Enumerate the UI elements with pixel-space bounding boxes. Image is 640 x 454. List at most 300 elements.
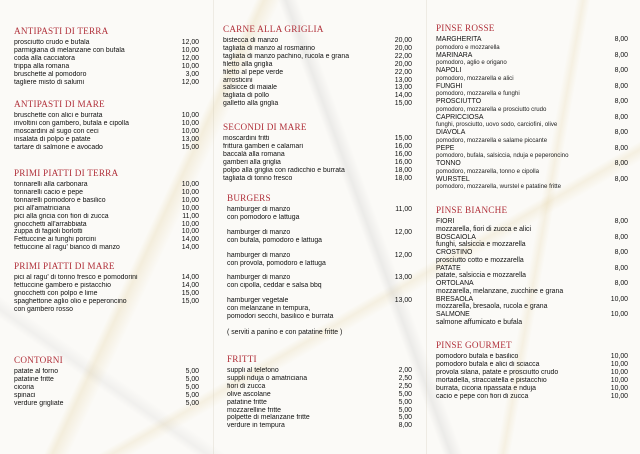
item-name: zuppa di fagioli borlotti (14, 228, 83, 236)
section-title: SECONDI DI MARE (223, 122, 307, 132)
item-price: 10,00 (610, 376, 628, 384)
item-price: 13,00 (394, 297, 412, 305)
item-name: frittura gamberi e calamari (223, 142, 304, 150)
pinsa-name: DIAVOLA (436, 129, 466, 136)
column-left (0, 0, 213, 454)
pinsa-name: CAPRICCIOSA (436, 113, 484, 121)
item-price: 16,00 (394, 142, 412, 150)
item-name: fettuccine gambero e pistacchio (14, 281, 111, 289)
section-secondi-mare (223, 122, 412, 182)
menu-item (14, 384, 199, 392)
pinsa-description: pomodoro e mozzarella (436, 43, 500, 51)
burgers-note: ( serviti a panino e con patatine fritte ) (227, 328, 343, 336)
item-price: 10,00 (181, 112, 199, 119)
item-name: bistecca di manzo (223, 37, 279, 44)
menu-item (436, 393, 628, 401)
section-primi-terra (14, 168, 199, 252)
menu-list (14, 368, 199, 408)
item-name: baccalà alla romana (223, 150, 285, 158)
column-right (426, 0, 640, 454)
menu-item (14, 47, 199, 55)
menu-item (14, 71, 199, 79)
menu-item (227, 407, 412, 415)
item-price: 8,00 (614, 249, 628, 256)
item-price: 22,00 (394, 68, 412, 76)
item-name: pici all'amatriciana (14, 204, 71, 212)
section-title: PINSE ROSSE (436, 23, 495, 33)
item-line: hamburger di manzo (227, 274, 291, 282)
menu-item (14, 244, 199, 252)
menu-item (14, 274, 199, 282)
item-name: gnocchetti all'arrabbiata (14, 220, 87, 228)
item-name: cacio e pepe con fiori di zucca (436, 392, 529, 400)
item-price: 5,00 (185, 383, 199, 391)
menu-item (14, 306, 199, 314)
menu-item (223, 45, 412, 53)
section-antipasti-terra (14, 26, 199, 86)
item-price: 8,00 (614, 67, 628, 74)
menu-item (227, 375, 412, 383)
menu-item (227, 422, 412, 430)
item-price: 10,00 (610, 368, 628, 376)
item-price: 10,00 (181, 204, 199, 212)
item-name: tagliere misto di salumi (14, 78, 85, 86)
item-price: 5,00 (185, 375, 199, 383)
section-title: PINSE BIANCHE (436, 205, 508, 215)
item-price: 10,00 (181, 181, 199, 188)
menu-item (14, 228, 199, 236)
pinsa-description: pomodoro, bufala, salsiccia, nduja e peperoncino (436, 152, 569, 160)
menu-item (14, 197, 199, 205)
item-name: pici alla gricia con fiori di zucca (14, 212, 109, 220)
item-name: pomodoro bufala e alici di sciacca (436, 360, 540, 368)
item-line: hamburger di manzo (227, 251, 291, 259)
item-name: patatine fritte (14, 375, 54, 383)
pinsa-item (436, 36, 628, 44)
item-price: 10,00 (181, 46, 199, 54)
menu-item (14, 221, 199, 229)
menu-item (436, 377, 628, 385)
pinsa-item (436, 311, 628, 319)
menu-item (14, 213, 199, 221)
menu-item (223, 84, 412, 92)
item-name: tagliata di manzo al rosmarino (223, 44, 315, 52)
item-price: 10,00 (181, 127, 199, 135)
section-title: FRITTI (227, 354, 257, 364)
menu-item (436, 369, 628, 377)
pinsa-name: BOSCAIOLA (436, 233, 476, 241)
item-price: 8,00 (614, 264, 628, 272)
section-carne (223, 24, 412, 108)
menu-item (227, 367, 412, 375)
menu-item (436, 353, 628, 361)
item-name: tagliata di tonno fresco (223, 174, 293, 182)
pinsa-name: FIORI (436, 218, 455, 225)
menu-list (14, 274, 199, 314)
pinsa-item (436, 129, 628, 137)
pinsa-name: BRESAOLA (436, 295, 474, 303)
menu-item (14, 55, 199, 63)
menu-list (14, 181, 199, 252)
item-price: 8,00 (614, 280, 628, 287)
item-price: 8,00 (614, 233, 628, 241)
menu-list (223, 37, 412, 108)
pinsa-description: mozzarella, melanzane, zucchine e grana (436, 287, 564, 295)
item-name: mortadella, stracciatella e pistacchio (436, 376, 547, 384)
item-price: 13,00 (394, 274, 412, 282)
menu-item (223, 77, 412, 85)
item-name: coda alla cacciatora (14, 54, 75, 62)
item-price: 5,00 (185, 368, 199, 375)
item-price: 15,00 (181, 143, 199, 151)
item-name: tartare di salmone e avocado (14, 143, 103, 151)
burger-item (227, 206, 412, 222)
pinsa-name: PATATE (436, 264, 461, 272)
item-line: con cipolla, ceddar e salsa bbq (227, 282, 322, 290)
item-price: 13,00 (181, 135, 199, 143)
item-name: provola silana, patate e prosciutto crudo (436, 368, 559, 376)
item-name: verdure grigliate (14, 399, 64, 407)
item-price: 10,00 (181, 188, 199, 196)
burger-line (227, 237, 412, 245)
item-line: hamburger di manzo (227, 206, 291, 213)
item-price: 14,00 (181, 236, 199, 244)
burger-line (227, 206, 412, 214)
menu-item (223, 37, 412, 45)
item-price: 18,00 (394, 166, 412, 174)
item-price: 8,00 (614, 218, 628, 225)
item-price: 16,00 (394, 158, 412, 166)
pinsa-name: FUNGHI (436, 82, 463, 90)
pinsa-description: pomodoro, aglio e origano (436, 59, 507, 67)
menu-item (14, 400, 199, 408)
item-line: con bufala, pomodoro e lattuga (227, 236, 323, 244)
item-price: 5,00 (185, 399, 199, 407)
section-antipasti-mare (14, 99, 199, 152)
menu-item (227, 383, 412, 391)
pinsa-name: ORTOLANA (436, 280, 474, 287)
pinsa-name: MARGHERITA (436, 36, 482, 43)
burger-item (227, 252, 412, 268)
item-price: 10,00 (181, 196, 199, 204)
menu-item (14, 136, 199, 144)
item-line: hamburger di manzo (227, 228, 291, 236)
item-name: patatine fritte (227, 398, 267, 406)
item-price: 5,00 (398, 398, 412, 406)
pinsa-item (436, 98, 628, 106)
item-name: pici al ragu' di tonno fresco e pomodorini (14, 274, 138, 281)
item-name: polpo alla griglia con radicchio e burrata (223, 166, 345, 174)
pinsa-item (436, 296, 628, 304)
item-price: 10,00 (181, 119, 199, 127)
pinsa-description: pomodoro, mozzarella e funghi (436, 90, 520, 98)
section-title: PRIMI PIATTI DI TERRA (14, 168, 119, 178)
pinsa-description: pomodoro, mozzarella, wurstel e patatine fritte (436, 183, 561, 191)
pinsa-item (436, 176, 628, 184)
item-name: parmigiana di melanzane con bufala (14, 46, 125, 54)
pinsa-item (436, 234, 628, 242)
menu-item (223, 100, 412, 108)
item-price: 10,00 (610, 384, 628, 392)
pinsa-item (436, 280, 628, 288)
item-line: con melanzane in tempura, (227, 305, 311, 313)
item-name: patate al forno (14, 368, 59, 375)
item-price: 5,00 (185, 391, 199, 399)
item-price: 12,00 (394, 228, 412, 236)
burger-item (227, 229, 412, 245)
menu-item (14, 205, 199, 213)
menu-item (14, 112, 199, 120)
item-price: 8,00 (614, 82, 628, 90)
burger-line (227, 313, 412, 321)
item-price: 5,00 (398, 406, 412, 414)
item-name: gnocchetti con polpo e lime (14, 289, 98, 297)
menu-item (223, 135, 412, 143)
item-name: filetto al pepe verde (223, 68, 284, 76)
pinsa-name: CROSTINO (436, 249, 473, 256)
item-name: spinaci (14, 391, 36, 399)
item-price: 13,00 (394, 84, 412, 92)
item-price: 12,00 (181, 54, 199, 62)
item-price: 8,00 (614, 175, 628, 183)
pinsa-description: mozzarella, bresaola, rucola e grana (436, 303, 548, 311)
item-price: 8,00 (614, 129, 628, 136)
burger-line (227, 274, 412, 282)
item-price: 14,00 (181, 281, 199, 289)
menu-item (14, 376, 199, 384)
section-primi-mare (14, 261, 199, 314)
pinsa-item (436, 114, 628, 122)
pinsa-description: pomodoro, mozzarella e prosciutto crudo (436, 105, 547, 113)
pinsa-description: mozzarella, fiori di zucca e alici (436, 225, 531, 233)
menu-list (223, 135, 412, 182)
item-price: 11,00 (182, 212, 199, 220)
menu-item (14, 120, 199, 128)
menu-item (227, 414, 412, 422)
item-price: 22,00 (394, 52, 412, 60)
item-name: fiori di zucca (227, 382, 266, 390)
pinsa-name: SALMONE (436, 311, 470, 318)
burger-line (227, 214, 412, 222)
pinsa-item (436, 218, 628, 226)
item-name: involtini con gambero, bufala e cipolla (14, 119, 129, 127)
item-price: 2,50 (398, 382, 412, 390)
item-price: 16,00 (394, 150, 412, 158)
item-name: tonnarelli pomodoro e basilico (14, 196, 106, 204)
item-line: con pomodoro e lattuga (227, 213, 300, 221)
pinsa-description: funghi, salsiccia e mozzarella (436, 241, 526, 249)
menu-item (14, 236, 199, 244)
item-name: polpette di melanzane fritte (227, 414, 310, 422)
pinsa-description: patate, salsiccia e mozzarella (436, 272, 527, 280)
item-name: arrosticini (223, 76, 253, 84)
menu-item (223, 69, 412, 77)
item-name: tonnarelli cacio e pepe (14, 188, 83, 196)
menu-item (223, 61, 412, 69)
pinsa-name: PROSCIUTTO (436, 98, 482, 105)
item-price: 8,00 (614, 113, 628, 121)
pinsa-item (436, 265, 628, 273)
item-price: 15,00 (394, 100, 412, 108)
menu-item (223, 159, 412, 167)
item-price: 12,00 (181, 78, 199, 86)
item-name: bruschette al pomodoro (14, 70, 87, 78)
item-price: 8,00 (614, 98, 628, 105)
menu-item (14, 282, 199, 290)
item-price: 20,00 (394, 60, 412, 68)
column-middle (213, 0, 426, 454)
menu-item (14, 189, 199, 197)
item-price: 2,50 (398, 374, 412, 382)
menu-item (436, 385, 628, 393)
item-name: moscardini al sugo con ceci (14, 127, 99, 135)
item-name: olive ascolane (227, 390, 271, 398)
item-name: burrata, cicoria ripassata e nduja (436, 384, 536, 392)
item-name: prosciutto crudo e bufala (14, 39, 90, 46)
item-price: 20,00 (394, 44, 412, 52)
burger-item (227, 297, 412, 321)
pinsa-description: salmone affumicato e bufala (436, 318, 523, 326)
item-price: 10,00 (181, 220, 199, 228)
item-name: Fettuccine ai funghi porcini (14, 236, 96, 244)
item-name: fettuccine al ragu' bianco di manzo (14, 244, 120, 252)
item-price: 10,00 (610, 360, 628, 368)
item-name: tonnarelli alla carbonara (14, 181, 88, 188)
menu-list (436, 353, 628, 400)
item-price: 10,00 (610, 353, 628, 360)
section-title: PRIMI PIATTI DI MARE (14, 261, 115, 271)
menu-item (14, 39, 199, 47)
menu-item (227, 399, 412, 407)
item-line: pomodori secchi, basilico e burrata (227, 313, 334, 321)
section-title: BURGERS (227, 193, 271, 203)
item-name: pomodoro bufala e basilico (436, 353, 519, 360)
item-name: bruschette con alici e burrata (14, 112, 103, 119)
menu-item (14, 128, 199, 136)
item-name: moscardini fritti (223, 135, 270, 142)
item-price: 11,00 (395, 206, 412, 213)
item-price: 15,00 (181, 297, 199, 305)
item-price: 8,00 (398, 422, 412, 430)
item-line: hamburger vegetale (227, 297, 289, 305)
menu-item (223, 143, 412, 151)
section-title: CARNE ALLA GRIGLIA (223, 24, 324, 34)
item-price: 10,00 (610, 295, 628, 303)
menu-item (14, 63, 199, 71)
pinsa-name: PEPE (436, 144, 455, 152)
item-price: 12,00 (394, 251, 412, 259)
menu-item (223, 53, 412, 61)
pinsa-description: pomodoro, mozzarella, tonno e cipolla (436, 167, 539, 175)
menu-list (436, 218, 628, 327)
section-pinse-rosse (436, 23, 628, 191)
pinsa-name: NAPOLI (436, 67, 462, 74)
item-price: 13,00 (394, 76, 412, 84)
section-pinse-bianche (436, 205, 628, 327)
menu-item (223, 92, 412, 100)
pinsa-item (436, 249, 628, 257)
section-fritti (227, 354, 412, 430)
item-price: 10,00 (610, 311, 628, 318)
item-name: tagliata di manzo pachino, rucola e grana (223, 52, 350, 60)
section-burgers (227, 193, 412, 337)
menu-item (14, 298, 199, 306)
item-price: 3,00 (185, 70, 199, 78)
item-line: con provola, pomodoro e lattuga (227, 259, 326, 267)
item-price: 2,00 (398, 367, 412, 374)
pinsa-item (436, 160, 628, 168)
burger-line (227, 282, 412, 290)
pinsa-item (436, 83, 628, 91)
burger-item (227, 274, 412, 290)
item-price: 8,00 (614, 160, 628, 167)
menu-item (227, 391, 412, 399)
item-name: galletto alla griglia (223, 100, 279, 108)
item-price: 10,00 (181, 62, 199, 70)
item-name: suppli nduja o amatriciana (227, 374, 308, 382)
burger-line (227, 260, 412, 268)
item-price: 14,00 (181, 274, 199, 281)
burger-line (227, 297, 412, 305)
menu-item (14, 144, 199, 152)
section-contorni (14, 355, 199, 408)
menu-list (227, 206, 412, 321)
item-name: tagliata di pollo (223, 92, 269, 100)
item-name: cicoria (14, 383, 34, 391)
item-price: 14,00 (181, 244, 199, 252)
item-price: 8,00 (614, 36, 628, 43)
section-pinse-gourmet (436, 340, 628, 400)
pinsa-item (436, 67, 628, 75)
pinsa-name: MARINARA (436, 51, 473, 59)
menu-item (14, 79, 199, 87)
menu-item (436, 361, 628, 369)
item-price: 18,00 (394, 174, 412, 182)
item-price: 12,00 (181, 39, 199, 46)
item-name: gamberi alla griglia (223, 158, 281, 166)
section-title: ANTIPASTI DI TERRA (14, 26, 109, 36)
menu-list (14, 39, 199, 86)
menu-list (227, 367, 412, 430)
burger-line (227, 305, 412, 313)
menu-item (14, 181, 199, 189)
item-price: 8,00 (614, 144, 628, 152)
item-price: 14,00 (394, 92, 412, 100)
item-name: verdure in tempura (227, 422, 285, 430)
pinsa-item (436, 52, 628, 60)
pinsa-description: pomodoro, mozzarella e salame piccante (436, 136, 548, 144)
pinsa-description: prosciutto cotto e mozzarella (436, 256, 524, 264)
item-price: 15,00 (181, 289, 199, 297)
item-price: 8,00 (614, 51, 628, 59)
pinsa-description: funghi, prosciutto, uovo sodo, carciofini, olive (436, 121, 558, 129)
item-price: 15,00 (394, 135, 412, 142)
pinsa-name: WURSTEL (436, 175, 470, 183)
item-name: mozzarelline fritte (227, 406, 281, 414)
burger-line (227, 252, 412, 260)
menu-item (223, 175, 412, 183)
section-title: ANTIPASTI DI MARE (14, 99, 105, 109)
burger-line (227, 229, 412, 237)
item-name: filetto alla griglia (223, 60, 273, 68)
pinsa-name: TONNO (436, 160, 461, 167)
item-price: 10,00 (181, 228, 199, 236)
section-title: PINSE GOURMET (436, 340, 512, 350)
menu-item (223, 151, 412, 159)
item-name: trippa alla romana (14, 62, 70, 70)
item-price: 10,00 (610, 392, 628, 400)
menu-item (14, 368, 199, 376)
